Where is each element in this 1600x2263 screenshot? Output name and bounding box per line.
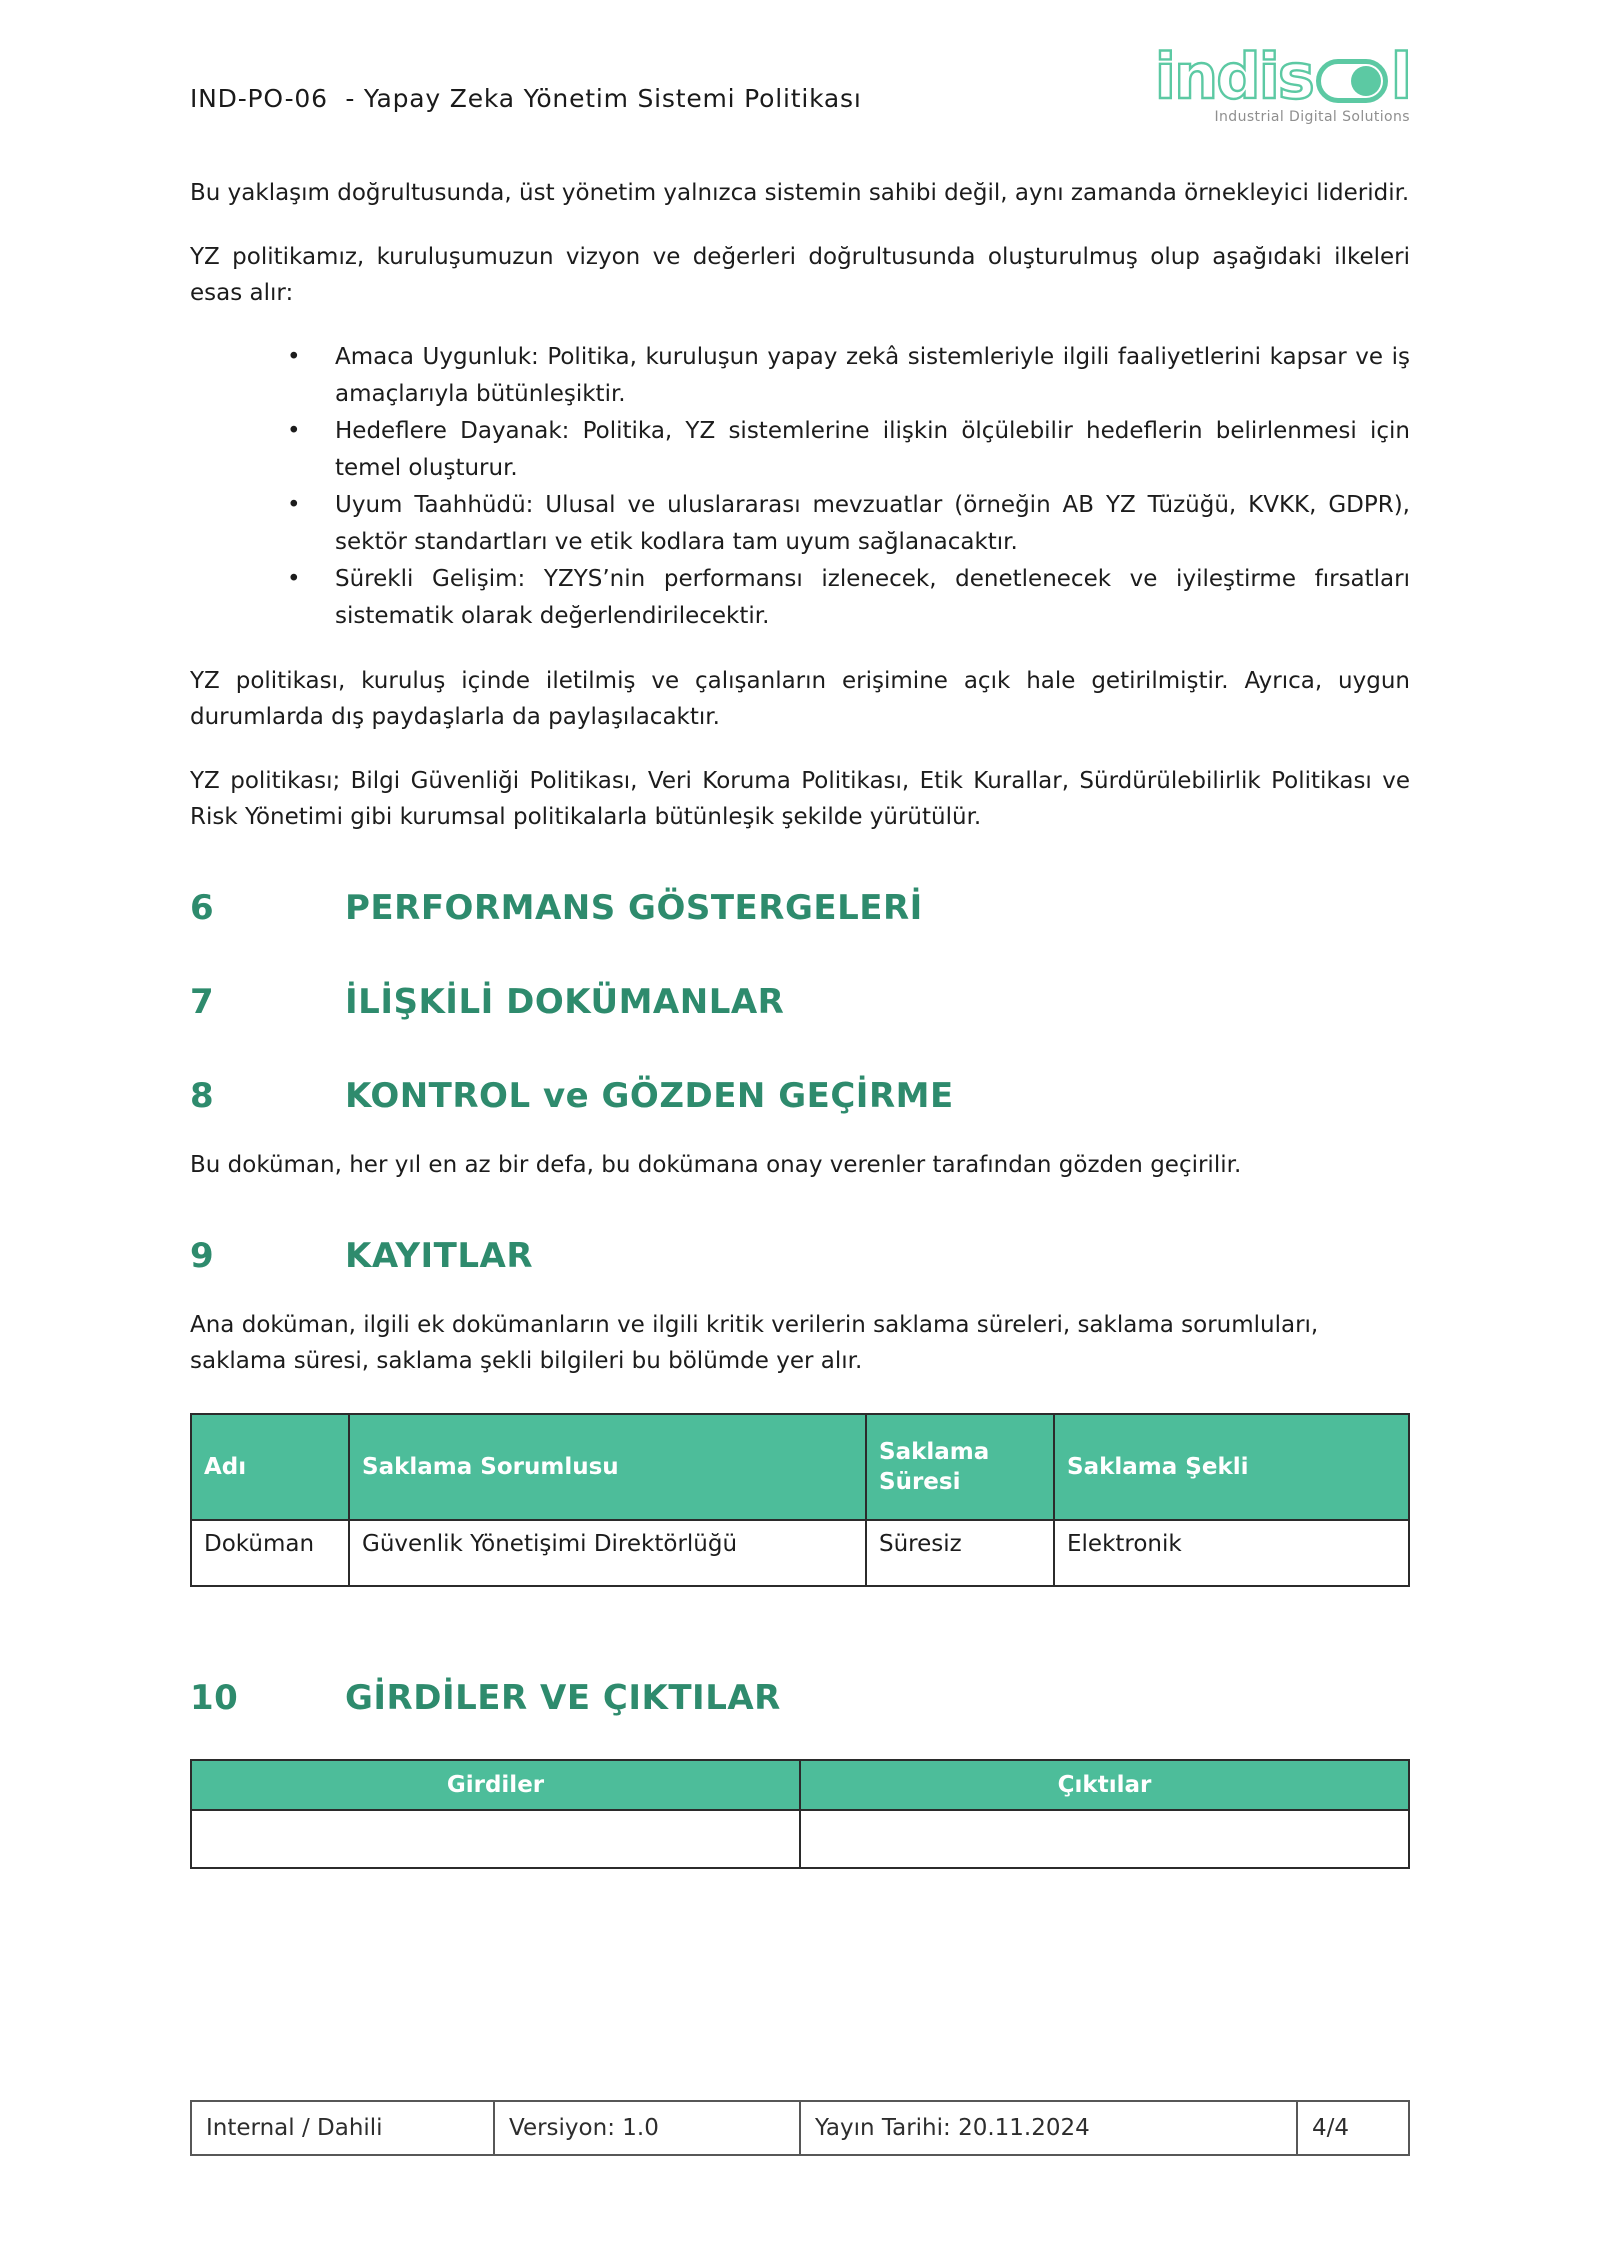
logo-wordmark <box>1148 40 1410 113</box>
bullet-item-amaca-uygunluk: • Amaca Uygunluk: Politika, kuruluşun yapay zekâ sistemleriyle ilgili faaliyetlerini kapsar ve iş amaçlarıyla bütünleşiktir. <box>335 339 1410 413</box>
footer-row <box>191 2101 1409 2155</box>
section-heading-performans-gostergeleri <box>190 887 1410 929</box>
section-title: KAYITLAR <box>345 1235 534 1276</box>
document-header <box>190 0 1410 125</box>
section-heading-girdiler-ve-ciktilar <box>190 1677 1410 1719</box>
bullet-item-uyum-taahhudu: • Uyum Taahhüdü: Ulusal ve uluslararası mevzuatlar (örneğin AB YZ Tüzüğü, KVKK, GDPR), sektör standartları ve etik kodlara tam uyum sağlanacaktır. <box>335 487 1410 561</box>
section-number: 6 <box>190 887 215 928</box>
io-cell-girdiler <box>191 1810 800 1868</box>
records-cell-sure: Süresiz <box>866 1520 1054 1586</box>
footer-publish-date: Yayın Tarihi: 20.11.2024 <box>800 2101 1297 2155</box>
logo-letters-right: l <box>1390 40 1410 113</box>
io-header-girdiler: Girdiler <box>191 1760 800 1810</box>
principles-bullet-list <box>190 339 1410 635</box>
records-cell-sekil: Elektronik <box>1054 1520 1409 1586</box>
paragraph-records-intro: Ana doküman, ilgili ek dokümanların ve ilgili kritik verilerin saklama süreleri, saklama sorumluları, saklama süresi, saklama şekli bilgileri bu bölümde yer alır. <box>190 1311 1319 1374</box>
records-table <box>190 1413 1410 1587</box>
records-header-saklama-sorumlusu: Saklama Sorumlusu <box>349 1414 866 1520</box>
io-table-header-row <box>191 1760 1409 1810</box>
footer-classification: Internal / Dahili <box>191 2101 494 2155</box>
paragraph-leadership: Bu yaklaşım doğrultusunda, üst yönetim yalnızca sistemin sahibi değil, aynı zamanda örnekleyici lideridir. <box>190 179 1410 206</box>
io-table <box>190 1759 1410 1869</box>
footer-version: Versiyon: 1.0 <box>494 2101 800 2155</box>
section-heading-kayitlar <box>190 1235 1410 1277</box>
records-table-header-row <box>191 1414 1409 1520</box>
footer-table <box>190 2100 1410 2156</box>
section-heading-iliskili-dokumanlar <box>190 981 1410 1023</box>
records-header-adi: Adı <box>191 1414 349 1520</box>
paragraph-policy-integration: YZ politikası; Bilgi Güvenliği Politikası, Veri Koruma Politikası, Etik Kurallar, Sürdürülebilirlik Politikası ve Risk Yönetimi gibi kurumsal politikalarla bütünleşik şekilde yürütülür. <box>190 767 1410 830</box>
io-cell-ciktilar <box>800 1810 1409 1868</box>
section-title: PERFORMANS GÖSTERGELERİ <box>345 887 923 928</box>
section-title: KONTROL ve GÖZDEN GEÇİRME <box>345 1075 954 1116</box>
io-table-row <box>191 1810 1409 1868</box>
footer-page-number: 4/4 <box>1297 2101 1409 2155</box>
section-number: 7 <box>190 981 215 1022</box>
records-cell-sorumlu: Güvenlik Yönetişimi Direktörlüğü <box>349 1520 866 1586</box>
records-table-row <box>191 1520 1409 1586</box>
section-title: GİRDİLER VE ÇIKTILAR <box>345 1677 781 1718</box>
bullet-item-hedeflere-dayanak: • Hedeflere Dayanak: Politika, YZ sistemlerine ilişkin ölçülebilir hedeflerin belirlenmesi için temel oluşturur. <box>335 413 1410 487</box>
section-number: 9 <box>190 1235 215 1276</box>
toggle-icon <box>1316 59 1388 103</box>
records-header-saklama-suresi: Saklama Süresi <box>866 1414 1054 1520</box>
bullet-item-surekli-gelisim: • Sürekli Gelişim: YZYS’nin performansı izlenecek, denetlenecek ve iyileştirme fırsatları sistematik olarak değerlendirilecektir. <box>335 561 1410 635</box>
records-cell-adi: Doküman <box>191 1520 349 1586</box>
company-logo <box>1148 40 1410 125</box>
section-heading-kontrol-ve-gozden-gecirme <box>190 1075 1410 1117</box>
logo-tagline: Industrial Digital Solutions <box>1214 108 1410 125</box>
paragraph-review-cycle: Bu doküman, her yıl en az bir defa, bu dokümana onay verenler tarafından gözden geçirilir. <box>190 1151 1242 1178</box>
section-number: 10 <box>190 1677 239 1718</box>
records-header-saklama-sekli: Saklama Şekli <box>1054 1414 1409 1520</box>
section-number: 8 <box>190 1075 215 1116</box>
paragraph-policy-communication: YZ politikası, kuruluş içinde iletilmiş ve çalışanların erişimine açık hale getirilmiştir. Ayrıca, uygun durumlarda dış paydaşlarla da paylaşılacaktır. <box>190 667 1410 730</box>
section-title: İLİŞKİLİ DOKÜMANLAR <box>345 981 785 1022</box>
paragraph-policy-principles-intro: YZ politikamız, kuruluşumuzun vizyon ve değerleri doğrultusunda oluşturulmuş olup aşağıdaki ilkeleri esas alır: <box>190 243 1410 306</box>
logo-letters-left: indis <box>1154 40 1313 113</box>
io-header-ciktilar: Çıktılar <box>800 1760 1409 1810</box>
doc-title: IND-PO-06 - Yapay Zeka Yönetim Sistemi Politikası <box>190 84 862 113</box>
toggle-knob-icon <box>1351 66 1381 96</box>
